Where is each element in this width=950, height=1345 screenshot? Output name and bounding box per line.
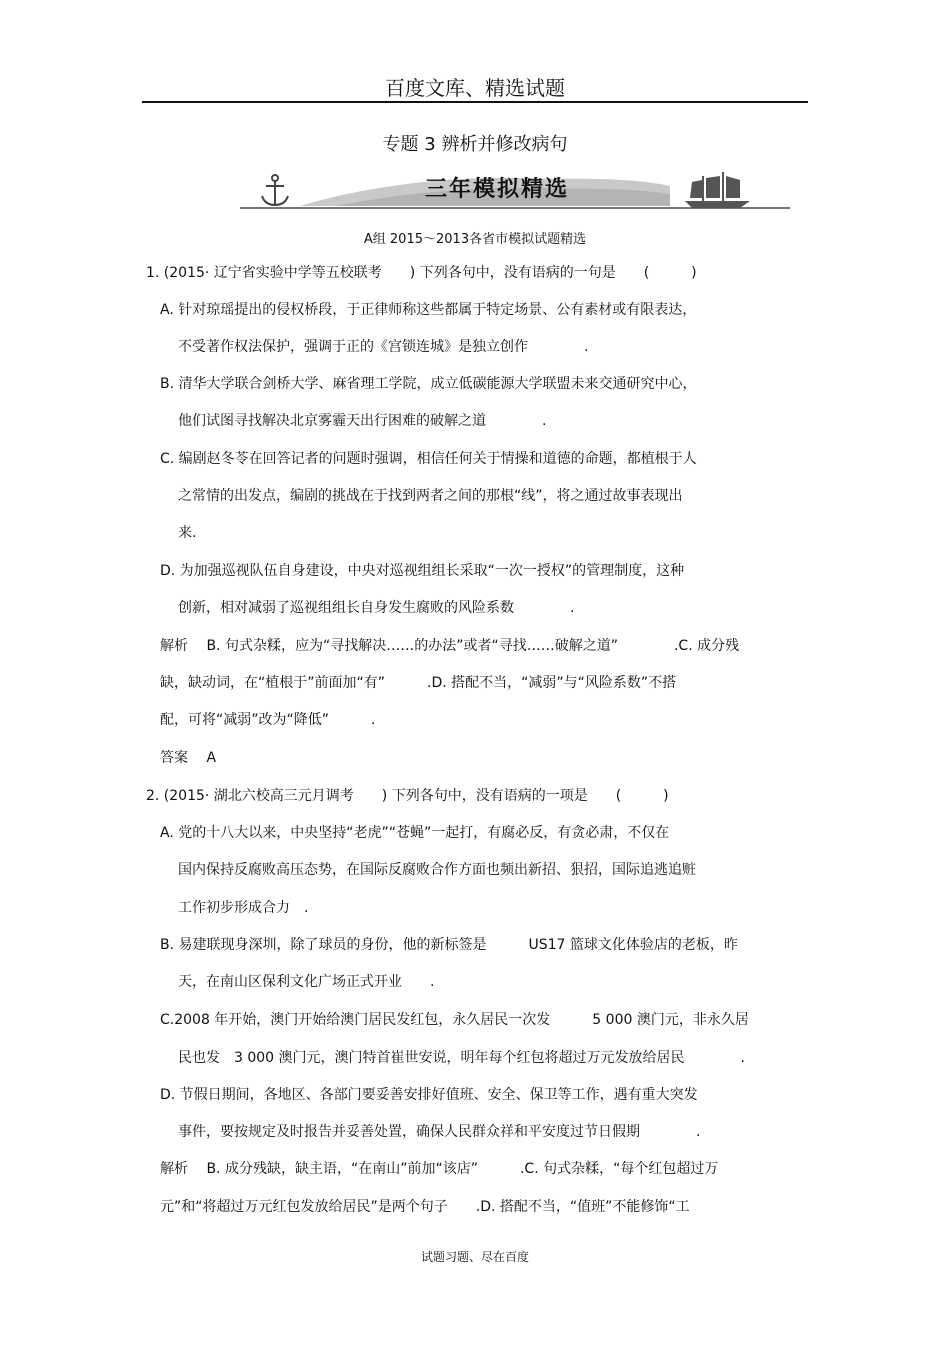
analysis-line: 缺，缺动词，在“植根于”前面加“有” .D. 搭配不当，“减弱”与“风险系数”不搭 — [160, 675, 677, 691]
option-line: 不受著作权法保护，强调于正的《宫锁连城》是独立创作 . — [178, 339, 589, 355]
option-line: D. 节假日期间，各地区、各部门要妥善安排好值班、安全、保卫等工作，遇有重大突发 — [160, 1087, 698, 1103]
option-line: B. 易建联现身深圳，除了球员的身份，他的新标签是 US17 篮球文化体验店的老板，昨 — [160, 937, 738, 953]
option-line: 创新，相对减弱了巡视组组长自身发生腐败的风险系数 . — [178, 600, 575, 616]
question-line: 2. (2015· 湖北六校高三元月调考 ) 下列各句中，没有语病的一项是 ( ) — [146, 788, 669, 804]
option-line: 他们试图寻找解决北京雾霾天出行困难的破解之道 . — [178, 413, 547, 429]
option-line: D. 为加强巡视队伍自身建设，中央对巡视组组长采取“一次一授权”的管理制度，这种 — [160, 563, 685, 579]
option-line: 天，在南山区保利文化广场正式开业 . — [178, 974, 435, 990]
option-line: A. 党的十八大以来，中央坚持“老虎”“苍蝇”一起打，有腐必反，有贪必肃，不仅在 — [160, 825, 670, 841]
option-line: 来. — [178, 525, 197, 541]
page-header-title: 百度文库、精选试题 — [385, 76, 565, 100]
answer-line: 答案 A — [160, 750, 217, 766]
option-line: 民也发 3 000 澳门元，澳门特首崔世安说，明年每个红包将超过万元发放给居民 . — [178, 1050, 745, 1066]
question-line: 1. (2015· 辽宁省实验中学等五校联考 ) 下列各句中，没有语病的一句是 ( ) — [146, 265, 697, 281]
analysis-line: 解析 B. 成分残缺，缺主语，“在南山”前加“该店” .C. 句式杂糅，“每个红包超过万 — [160, 1161, 719, 1177]
header-divider — [142, 101, 808, 103]
option-line: 工作初步形成合力 . — [178, 900, 309, 916]
analysis-line: 解析 B. 句式杂糅，应为“寻找解决……的办法”或者“寻找……破解之道” .C. 成分残 — [160, 638, 740, 654]
option-line: 事件，要按规定及时报告并妥善处置，确保人民群众祥和平安度过节日假期 . — [178, 1124, 701, 1140]
option-line: 之常情的出发点，编剧的挑战在于找到两者之间的那根“线”，将之通过故事表现出 — [178, 488, 683, 504]
anchor-icon — [262, 175, 288, 205]
option-line: 国内保持反腐败高压态势，在国际反腐败合作方面也频出新招、狠招，国际追逃追赃 — [178, 862, 696, 878]
option-line: C.2008 年开始，澳门开始给澳门居民发红包，永久居民一次发 5 000 澳门元，非永久居 — [160, 1012, 749, 1028]
page-footer: 试题习题、尽在百度 — [420, 1250, 529, 1264]
analysis-line: 配，可将“减弱”改为“降低” . — [160, 712, 376, 728]
analysis-line: 元”和“将超过万元红包发放给居民”是两个句子 .D. 搭配不当，“值班”不能修饰“工 — [160, 1199, 690, 1215]
banner-text: 三年模拟精选 — [425, 177, 570, 202]
option-line: C. 编剧赵冬苓在回答记者的问题时强调，相信任何关于情操和道德的命题，都植根于人 — [160, 451, 697, 467]
topic-title: 专题 3 辨析并修改病句 — [382, 134, 568, 155]
group-title: A组 2015～2013各省市模拟试题精选 — [363, 232, 587, 247]
section-banner — [240, 168, 790, 212]
option-line: A. 针对琼瑶提出的侵权桥段，于正律师称这些都属于特定场景、公有素材或有限表达， — [160, 302, 697, 318]
option-line: B. 清华大学联合剑桥大学、麻省理工学院，成立低碳能源大学联盟未来交通研究中心， — [160, 376, 697, 392]
ship-icon — [685, 172, 750, 208]
